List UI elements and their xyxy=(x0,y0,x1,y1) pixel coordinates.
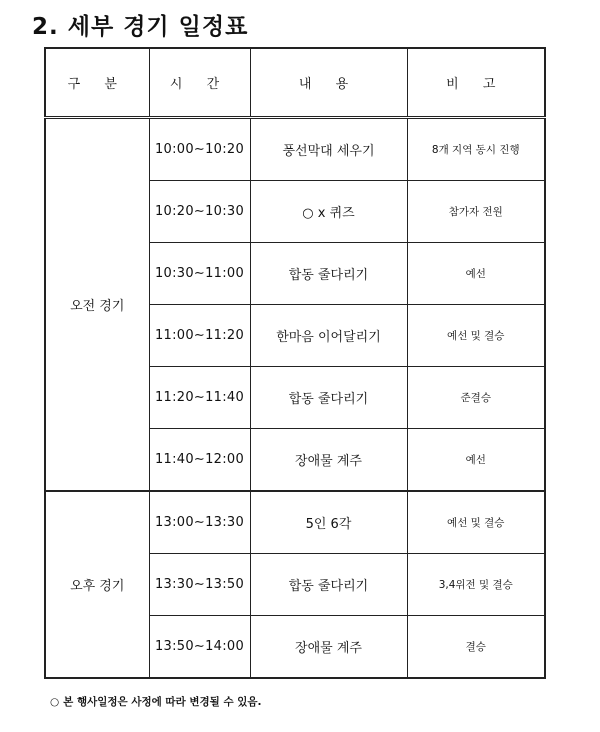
event-cell: 풍선막대 세우기 xyxy=(250,118,407,181)
time-cell: 11:40∼12:00 xyxy=(149,429,250,492)
note-cell: 8개 지역 동시 진행 xyxy=(407,118,545,181)
session-label-morning: 오전 경기 xyxy=(45,118,149,492)
time-cell: 10:30∼11:00 xyxy=(149,243,250,305)
event-cell: 합동 줄다리기 xyxy=(250,554,407,616)
session-label-afternoon: 오후 경기 xyxy=(45,491,149,678)
event-cell: 장애물 계주 xyxy=(250,616,407,679)
time-cell: 10:00∼10:20 xyxy=(149,118,250,181)
time-cell: 10:20∼10:30 xyxy=(149,181,250,243)
time-cell: 13:50∼14:00 xyxy=(149,616,250,679)
note-cell: 3,4위전 및 결승 xyxy=(407,554,545,616)
table-row xyxy=(45,118,545,181)
event-cell: 합동 줄다리기 xyxy=(250,367,407,429)
note-cell: 결승 xyxy=(407,616,545,679)
column-header-time: 시 간 xyxy=(149,48,250,118)
circle-bullet-icon: ○ xyxy=(50,696,60,708)
note-cell: 예선 xyxy=(407,243,545,305)
table-row xyxy=(45,491,545,554)
column-header-category: 구 분 xyxy=(45,48,149,118)
event-cell: 합동 줄다리기 xyxy=(250,243,407,305)
footnote xyxy=(50,694,262,709)
event-cell: 5인 6각 xyxy=(250,491,407,554)
event-cell: 한마음 이어달리기 xyxy=(250,305,407,367)
note-cell: 예선 xyxy=(407,429,545,492)
time-cell: 13:30∼13:50 xyxy=(149,554,250,616)
page-title: 2. 세부 경기 일정표 xyxy=(32,14,249,40)
column-header-note: 비 고 xyxy=(407,48,545,118)
note-cell: 준결승 xyxy=(407,367,545,429)
column-header-content: 내 용 xyxy=(250,48,407,118)
note-cell: 예선 및 결승 xyxy=(407,305,545,367)
note-cell: 참가자 전원 xyxy=(407,181,545,243)
time-cell: 11:00∼11:20 xyxy=(149,305,250,367)
schedule-table xyxy=(44,47,546,679)
table-header-row xyxy=(45,48,545,118)
event-cell: 장애물 계주 xyxy=(250,429,407,492)
footnote-text: 본 행사일정은 사정에 따라 변경될 수 있음. xyxy=(63,696,262,708)
time-cell: 11:20∼11:40 xyxy=(149,367,250,429)
note-cell: 예선 및 결승 xyxy=(407,491,545,554)
event-cell: ○ x 퀴즈 xyxy=(250,181,407,243)
time-cell: 13:00∼13:30 xyxy=(149,491,250,554)
